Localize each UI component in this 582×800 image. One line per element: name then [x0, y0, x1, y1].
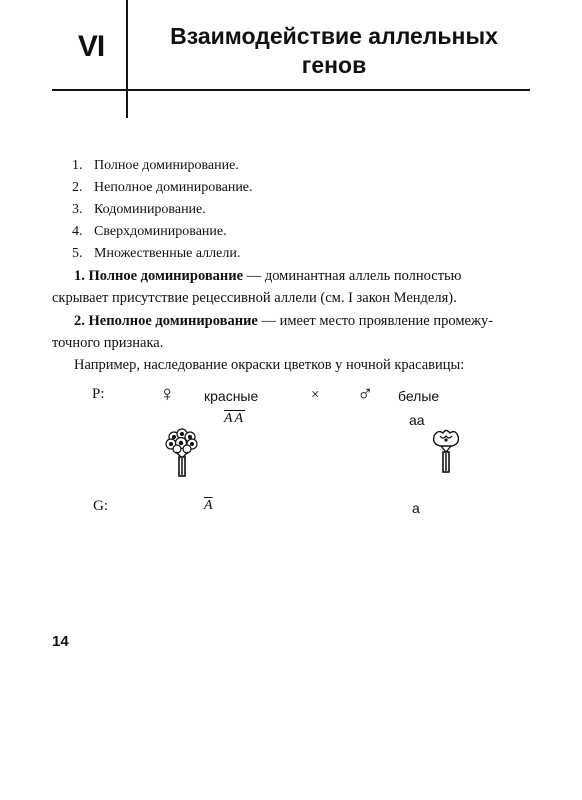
topic-list [72, 155, 253, 265]
paragraph-complete-dominance [74, 265, 534, 287]
chapter-title-line1: Взаимодействие аллельных [170, 23, 498, 49]
header-vertical-divider [126, 0, 128, 118]
male-symbol-icon: ♂ [357, 381, 374, 406]
header-horizontal-divider [52, 89, 530, 91]
list-item-number: 3. [72, 202, 83, 217]
female-genotype: $\overline{AA}$ [224, 411, 246, 426]
definition-text: — доминантная аллель полностью [243, 268, 462, 284]
gametes-label: G: [93, 498, 108, 514]
paragraph-incomplete-dominance-line2: точного признака. [52, 335, 164, 351]
chapter-title-line2: генов [301, 52, 367, 78]
parents-label: P: [92, 386, 105, 402]
list-item [72, 155, 253, 177]
list-item-text: Кодоминирование. [94, 202, 206, 217]
female-trait: красные [204, 388, 259, 404]
chapter-title [135, 22, 533, 80]
chapter-number: VI [77, 30, 105, 63]
paragraph-complete-dominance-line2: скрывает присутствие рецессивной аллели (см. I закон Менделя). [52, 290, 457, 306]
definition-text: — имеет место проявление промежу- [257, 313, 494, 329]
term-incomplete-dominance: 2. Неполное доминирование [74, 313, 258, 329]
list-item-text: Сверхдоминирование. [94, 224, 227, 239]
paragraph-incomplete-dominance [74, 310, 534, 332]
list-item [72, 177, 253, 199]
page-number: 14 [52, 633, 69, 650]
female-symbol-icon: ♀ [159, 381, 176, 406]
list-item-number: 1. [72, 158, 83, 173]
list-item-text: Полное доминирование. [94, 158, 239, 173]
example-intro: Например, наследование окраски цветков у ночной красавицы: [74, 357, 465, 373]
male-gamete: а [412, 500, 420, 516]
cross-sign: × [311, 387, 320, 403]
female-gamete: $\overline{A}$ [204, 498, 213, 513]
term-complete-dominance: 1. Полное доминирование [74, 268, 244, 284]
white-flower-icon [426, 426, 466, 478]
list-item [72, 199, 253, 221]
list-item [72, 243, 253, 265]
list-item-number: 4. [72, 224, 83, 239]
list-item-number: 2. [72, 180, 83, 195]
male-genotype: аа [409, 412, 425, 428]
male-trait: белые [398, 388, 440, 404]
list-item [72, 221, 253, 243]
red-flower-icon [162, 428, 202, 480]
list-item-text: Неполное доминирование. [94, 180, 253, 195]
list-item-number: 5. [72, 246, 83, 261]
list-item-text: Множественные аллели. [94, 246, 241, 261]
